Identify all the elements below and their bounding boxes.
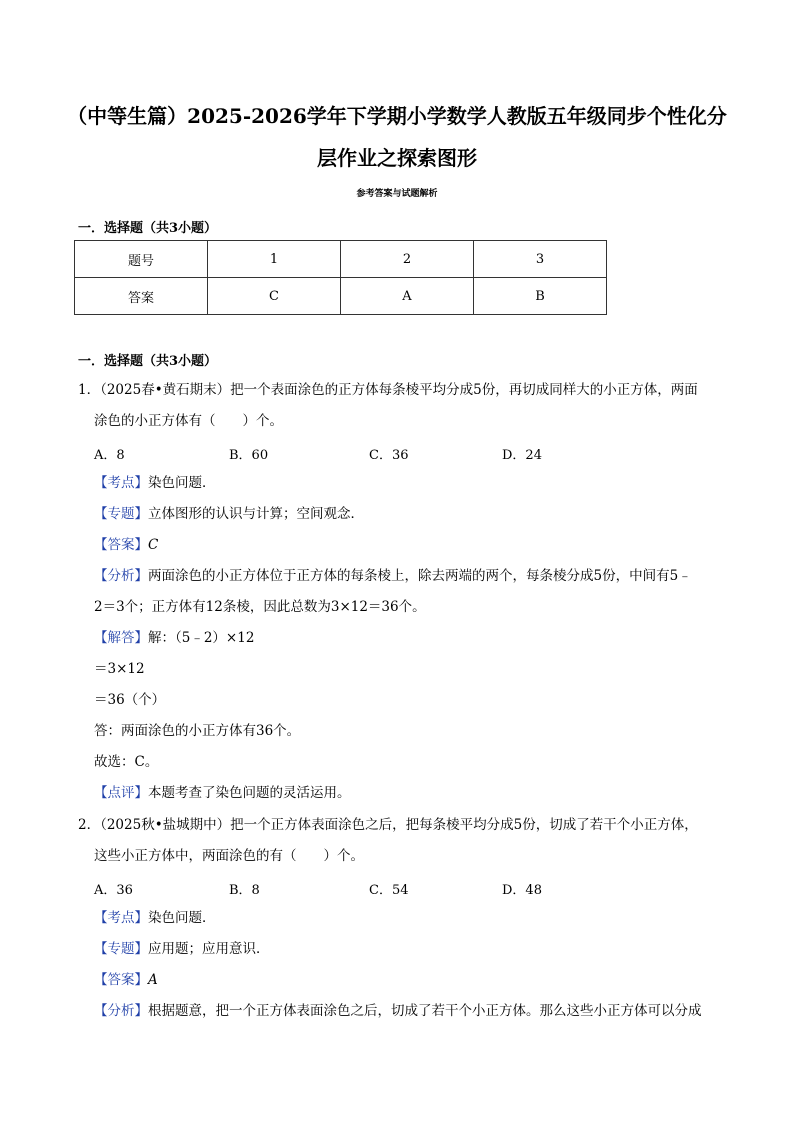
q1-zhuanti — [94, 504, 364, 524]
zhuanti-text: 立体图形的认识与计算；空间观念． — [148, 506, 364, 522]
table-cell: B — [474, 278, 607, 315]
dianping-tag: 【点评】 — [94, 785, 148, 801]
daan-text: C — [148, 537, 159, 553]
q1-daan — [94, 535, 158, 555]
q1-fenxi-line1 — [94, 566, 692, 586]
table-cell: A — [341, 278, 474, 315]
q1-fenxi-line2: 2＝3个；正方体有12条棱，因此总数为3×12＝36个。 — [94, 599, 426, 615]
q2-option-b: B．8 — [229, 883, 260, 898]
jieda-text: 解：（5﹣2）×12 — [148, 630, 255, 646]
document-subtitle: 参考答案与试题解析 — [356, 189, 438, 199]
document-title-line1: （中等生篇）2025-2026学年下学期小学数学人教版五年级同步个性化分 — [67, 104, 727, 128]
q2-option-d: D．48 — [502, 883, 542, 898]
q1-dianping — [94, 783, 351, 803]
fenxi-text: 两面涂色的小正方体位于正方体的每条棱上，除去两端的两个，每条棱分成5份，中间有5﹣ — [148, 568, 692, 584]
section-heading-questions: 一．选择题（共3小题） — [78, 354, 218, 369]
zhuanti-tag: 【专题】 — [94, 506, 148, 522]
q1-option-c: C．36 — [369, 448, 409, 463]
table-row — [75, 241, 607, 278]
fenxi-tag: 【分析】 — [94, 568, 148, 584]
zhuanti-tag: 【专题】 — [94, 941, 148, 957]
q2-stem-line2: 这些小正方体中，两面涂色的有（ ）个。 — [94, 848, 364, 864]
q1-jieda-line1 — [94, 628, 254, 648]
q1-option-d: D．24 — [502, 448, 542, 463]
q2-kaodian — [94, 908, 216, 928]
q1-option-a: A．8 — [94, 448, 125, 463]
q1-stem-line2: 涂色的小正方体有（ ）个。 — [94, 413, 283, 429]
q1-kaodian — [94, 473, 216, 493]
q1-stem-line1: 1．（2025春•黄石期末）把一个表面涂色的正方体每条棱平均分成5份，再切成同样大的小正方体，两面 — [78, 382, 698, 398]
fenxi-text: 根据题意，把一个正方体表面涂色之后，切成了若干个小正方体。那么这些小正方体可以分成 — [148, 1003, 702, 1019]
q1-jieda-line2: ＝3×12 — [94, 661, 145, 677]
q1-jieda-line3: ＝36（个） — [94, 692, 166, 708]
q1-option-b: B．60 — [229, 448, 269, 463]
q2-zhuanti — [94, 939, 270, 959]
kaodian-text: 染色问题． — [148, 910, 216, 926]
kaodian-text: 染色问题． — [148, 475, 216, 491]
table-cell: 答案 — [75, 278, 208, 315]
q2-daan — [94, 970, 158, 990]
q1-jieda-line5: 故选：C。 — [94, 754, 159, 770]
fenxi-tag: 【分析】 — [94, 1003, 148, 1019]
table-cell: 1 — [208, 241, 341, 278]
q2-stem-line1: 2．（2025秋•盐城期中）把一个正方体表面涂色之后，把每条棱平均分成5份，切成了若干个小正方体， — [78, 817, 698, 833]
kaodian-tag: 【考点】 — [94, 910, 148, 926]
daan-tag: 【答案】 — [94, 972, 148, 988]
q2-option-a: A．36 — [94, 883, 133, 898]
table-cell: C — [208, 278, 341, 315]
document-title-line2: 层作业之探索图形 — [317, 146, 477, 170]
dianping-text: 本题考查了染色问题的灵活运用。 — [148, 785, 351, 801]
q2-option-c: C．54 — [369, 883, 409, 898]
q1-jieda-line4: 答：两面涂色的小正方体有36个。 — [94, 723, 301, 739]
q2-fenxi-line1 — [94, 1001, 702, 1021]
daan-text: A — [148, 972, 158, 988]
jieda-tag: 【解答】 — [94, 630, 148, 646]
zhuanti-text: 应用题；应用意识． — [148, 941, 270, 957]
answer-table — [74, 240, 607, 315]
table-row — [75, 278, 607, 315]
table-cell: 2 — [341, 241, 474, 278]
section-heading-answers: 一．选择题（共3小题） — [78, 221, 218, 236]
kaodian-tag: 【考点】 — [94, 475, 148, 491]
table-cell: 题号 — [75, 241, 208, 278]
table-cell: 3 — [474, 241, 607, 278]
daan-tag: 【答案】 — [94, 537, 148, 553]
